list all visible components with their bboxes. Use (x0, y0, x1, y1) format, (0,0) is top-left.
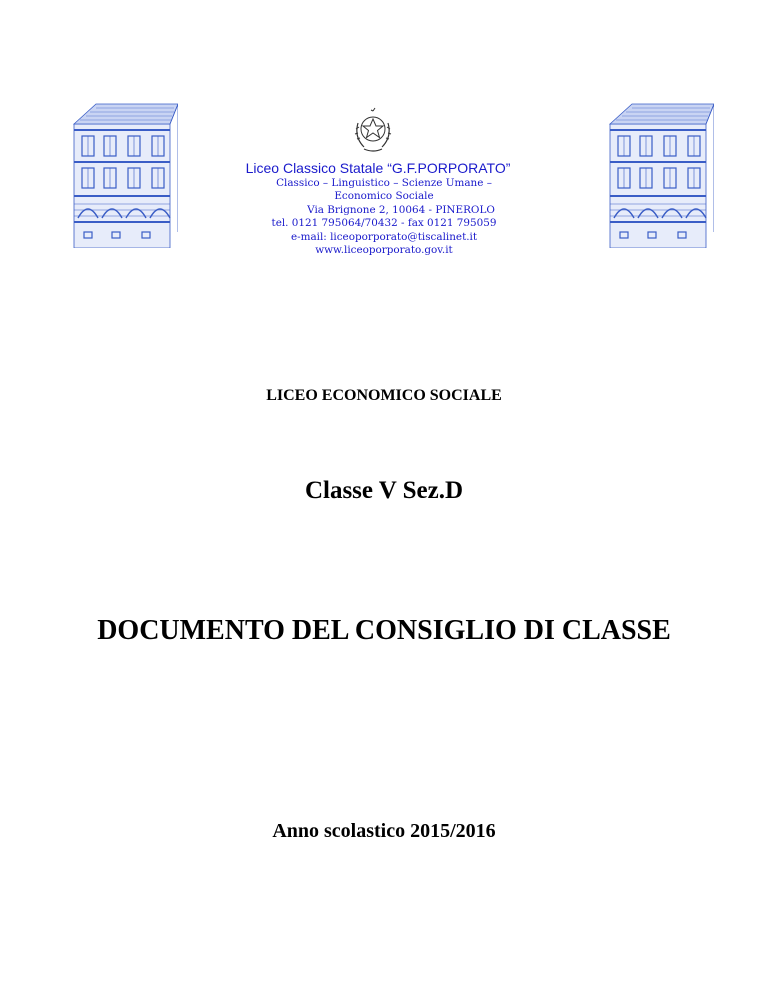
building-illustration-left (66, 100, 178, 248)
website-line: www.liceoporporato.gov.it (315, 244, 453, 257)
building-illustration-right (602, 100, 714, 248)
school-year: Anno scolastico 2015/2016 (272, 820, 496, 842)
letterhead (200, 160, 568, 257)
address-line: Economico Sociale (334, 190, 434, 203)
address-line: Via Brignone 2, 10064 - PINEROLO (307, 203, 495, 216)
liceo-heading: LICEO ECONOMICO SOCIALE (266, 387, 502, 404)
republic-emblem-icon (346, 103, 400, 157)
email-line: e-mail: liceoporporato@tiscalinet.it (290, 230, 478, 243)
address-line: Classico – Linguistico – Scienze Umane – (276, 177, 492, 189)
school-name: Liceo Classico Statale “G.F.PORPORATO” (245, 160, 511, 176)
class-heading: Classe V Sez.D (304, 477, 464, 504)
address-line: tel. 0121 795064/70432 - fax 0121 795059 (271, 217, 497, 230)
document-title: DOCUMENTO DEL CONSIGLIO DI CLASSE (97, 615, 671, 646)
